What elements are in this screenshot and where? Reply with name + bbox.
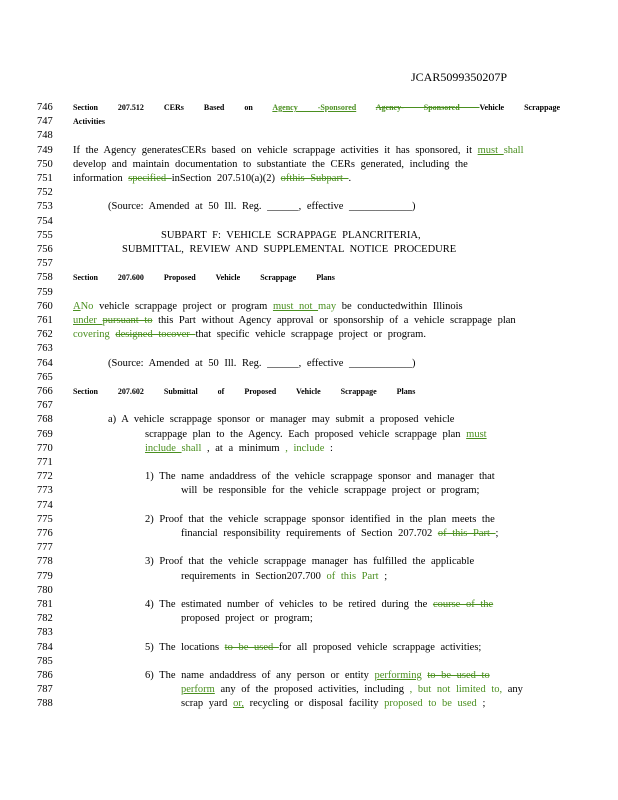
text-segment: SUBPART F: VEHICLE SCRAPPAGE PLANCRITERIA, xyxy=(161,229,421,241)
text-segment xyxy=(356,103,376,112)
line-text xyxy=(73,101,560,115)
deleted-text: of this Part xyxy=(437,528,496,539)
line-number: 755 xyxy=(37,229,53,241)
text-segment: inSection 207.510(a)(2) xyxy=(171,173,281,184)
document-code: JCAR5099350207P xyxy=(411,70,508,84)
line-text xyxy=(73,172,351,186)
line-text xyxy=(145,470,495,484)
line-number: 786 xyxy=(37,670,53,681)
line-text xyxy=(181,527,498,541)
line-number: 757 xyxy=(37,258,53,270)
inserted-text: perform xyxy=(181,684,215,696)
text-segment: scrap yard xyxy=(181,698,234,710)
revised-text: shall xyxy=(181,442,207,454)
text-segment: recycling or disposal facility xyxy=(244,698,385,710)
line-text xyxy=(145,598,493,612)
line-text xyxy=(73,144,524,158)
text-segment: information xyxy=(73,173,129,184)
deleted-text: designed tocover xyxy=(115,329,196,341)
line-number: 780 xyxy=(37,584,53,596)
text-segment: for all proposed vehicle scrappage activities; xyxy=(278,641,482,653)
line-number: 771 xyxy=(37,457,53,468)
text-segment: Vehicle Scrappage xyxy=(479,103,561,112)
inserted-text: must not xyxy=(272,300,319,312)
text-segment: develop and maintain documentation to substantiate the CERs generated, including the xyxy=(73,158,468,170)
text-segment: SUBMITTAL, REVIEW AND SUPPLEMENTAL NOTICE PROCEDURE xyxy=(122,244,457,255)
line-number: 779 xyxy=(37,570,53,582)
line-number: 747 xyxy=(37,116,53,128)
line-number: 784 xyxy=(37,641,53,653)
text-segment: , at a minimum xyxy=(207,442,286,454)
line-number: 751 xyxy=(37,173,53,184)
line-number: 765 xyxy=(37,371,53,383)
line-number: 769 xyxy=(37,428,53,440)
text-segment: (Source: Amended at 50 Ill. Reg. ______, effective ____________) xyxy=(108,357,416,369)
line-text xyxy=(122,243,456,257)
inserted-text: or, xyxy=(233,698,245,710)
line-number: 787 xyxy=(37,684,53,696)
line-number: 766 xyxy=(37,386,53,397)
line-number: 778 xyxy=(37,556,53,568)
line-number: 763 xyxy=(37,343,53,355)
text-segment: 2) Proof that the vehicle scrappage sponsor identified in the plan meets the xyxy=(145,513,495,525)
line-text xyxy=(73,300,463,314)
line-text xyxy=(161,229,421,243)
line-text xyxy=(145,555,474,569)
line-text xyxy=(108,413,454,427)
deleted-text: to be used xyxy=(224,641,279,653)
line-number: 777 xyxy=(37,542,53,554)
text-segment: ; xyxy=(495,528,499,539)
line-text xyxy=(145,513,495,527)
line-text xyxy=(181,683,523,697)
line-number: 749 xyxy=(37,144,53,156)
revised-text: may xyxy=(318,300,337,312)
text-segment: will be responsible for the vehicle scrappage project or program; xyxy=(181,485,480,497)
text-segment: any xyxy=(502,684,523,696)
text-segment: ; xyxy=(476,698,486,710)
line-number: 753 xyxy=(37,201,53,213)
text-segment: scrappage plan to the Agency. Each proposed vehicle scrappage plan xyxy=(145,428,467,440)
line-number: 760 xyxy=(37,300,53,312)
inserted-text: must xyxy=(466,428,487,440)
line-text xyxy=(108,357,416,371)
inserted-text: Agency -Sponsored xyxy=(272,103,357,112)
line-number: 758 xyxy=(37,272,53,284)
line-number: 748 xyxy=(37,130,53,142)
line-text xyxy=(73,115,105,129)
revised-text: of this Part xyxy=(326,570,379,582)
text-segment: 1) The name andaddress of the vehicle scrappage sponsor and manager that xyxy=(145,471,495,483)
text-segment: (Source: Amended at 50 Ill. Reg. ______, effective ____________) xyxy=(108,201,416,213)
line-text xyxy=(145,669,490,683)
text-segment: vehicle scrappage project or program xyxy=(93,300,273,312)
line-number: 746 xyxy=(37,102,53,113)
deleted-text: ofthis Subpart xyxy=(280,173,349,184)
inserted-text: A xyxy=(73,300,81,312)
line-number: 783 xyxy=(37,627,53,639)
text-segment: a) A vehicle scrappage sponsor or manager may submit a proposed vehicle xyxy=(108,414,455,426)
deleted-text: course of the xyxy=(432,599,494,610)
text-segment: : xyxy=(324,442,333,454)
text-segment: 6) The name andaddress of any person or entity xyxy=(145,670,375,681)
text-segment: Section 207.512 CERs Based on xyxy=(73,103,273,112)
line-number: 773 xyxy=(37,485,53,497)
line-text xyxy=(73,328,426,342)
line-text xyxy=(145,641,481,655)
line-number: 764 xyxy=(37,357,53,369)
line-number: 781 xyxy=(37,599,53,610)
line-text xyxy=(181,697,485,711)
line-text xyxy=(73,271,335,285)
line-text xyxy=(181,570,387,584)
deleted-text: pursuant to xyxy=(102,315,153,326)
line-text xyxy=(145,442,333,456)
text-segment: financial responsibility requirements of Section 207.702 xyxy=(181,528,438,539)
deleted-text: Agency- Sponsored xyxy=(375,103,480,112)
text-segment: . xyxy=(348,173,352,184)
line-text xyxy=(108,200,416,214)
line-number: 750 xyxy=(37,158,53,170)
line-number: 759 xyxy=(37,286,53,298)
revised-text: proposed to be used xyxy=(384,698,477,710)
line-text xyxy=(73,314,516,328)
line-text xyxy=(181,612,313,626)
line-number: 754 xyxy=(37,215,53,227)
text-segment: 5) The locations xyxy=(145,641,225,653)
revised-text: shall xyxy=(503,144,524,156)
line-number: 785 xyxy=(37,655,53,667)
revised-text: , but not limited to, xyxy=(409,684,503,696)
line-text xyxy=(73,158,468,172)
text-segment: this Part without Agency approval or sponsorship of a vehicle scrappage plan xyxy=(152,315,516,326)
text-segment: Activities xyxy=(73,117,105,127)
text-segment: requirements in Section207.700 xyxy=(181,570,327,582)
text-segment: 3) Proof that the vehicle scrappage manager has fulfilled the applicable xyxy=(145,556,475,568)
inserted-text: performing xyxy=(374,670,422,681)
deleted-text: to be used to xyxy=(427,670,490,681)
text-segment: ; xyxy=(378,570,388,582)
line-number: 772 xyxy=(37,471,53,483)
text-segment: Section 207.602 Submittal of Proposed Vehicle Scrappage Plans xyxy=(73,387,416,396)
deleted-text: specified xyxy=(128,173,172,184)
line-number: 782 xyxy=(37,613,53,625)
line-number: 776 xyxy=(37,528,53,539)
line-number: 762 xyxy=(37,329,53,341)
line-number: 774 xyxy=(37,499,53,511)
inserted-text: include xyxy=(145,442,182,454)
line-number: 770 xyxy=(37,442,53,454)
revised-text: covering xyxy=(73,329,116,341)
revised-text: No xyxy=(80,300,94,312)
text-segment: proposed project or program; xyxy=(181,613,313,625)
line-number: 767 xyxy=(37,400,53,412)
text-segment: 4) The estimated number of vehicles to be retired during the xyxy=(145,599,433,610)
line-number: 775 xyxy=(37,513,53,525)
line-number: 752 xyxy=(37,187,53,199)
text-segment: Section 207.600 Proposed Vehicle Scrappage Plans xyxy=(73,273,335,283)
text-segment: be conductedwithin Illinois xyxy=(336,300,463,312)
inserted-text: must xyxy=(477,144,504,156)
line-number: 756 xyxy=(37,244,53,255)
text-segment: If the Agency generatesCERs based on vehicle scrappage activities it has sponsored, it xyxy=(73,144,478,156)
inserted-text: under xyxy=(73,315,103,326)
line-text xyxy=(145,428,487,442)
line-number: 768 xyxy=(37,414,53,426)
line-text xyxy=(181,484,479,498)
line-text xyxy=(73,385,415,399)
line-number: 761 xyxy=(37,315,53,326)
revised-text: , include xyxy=(285,442,325,454)
text-segment: any of the proposed activities, including xyxy=(214,684,410,696)
line-number: 788 xyxy=(37,698,53,710)
text-segment: that specific vehicle scrappage project or program. xyxy=(195,329,426,341)
